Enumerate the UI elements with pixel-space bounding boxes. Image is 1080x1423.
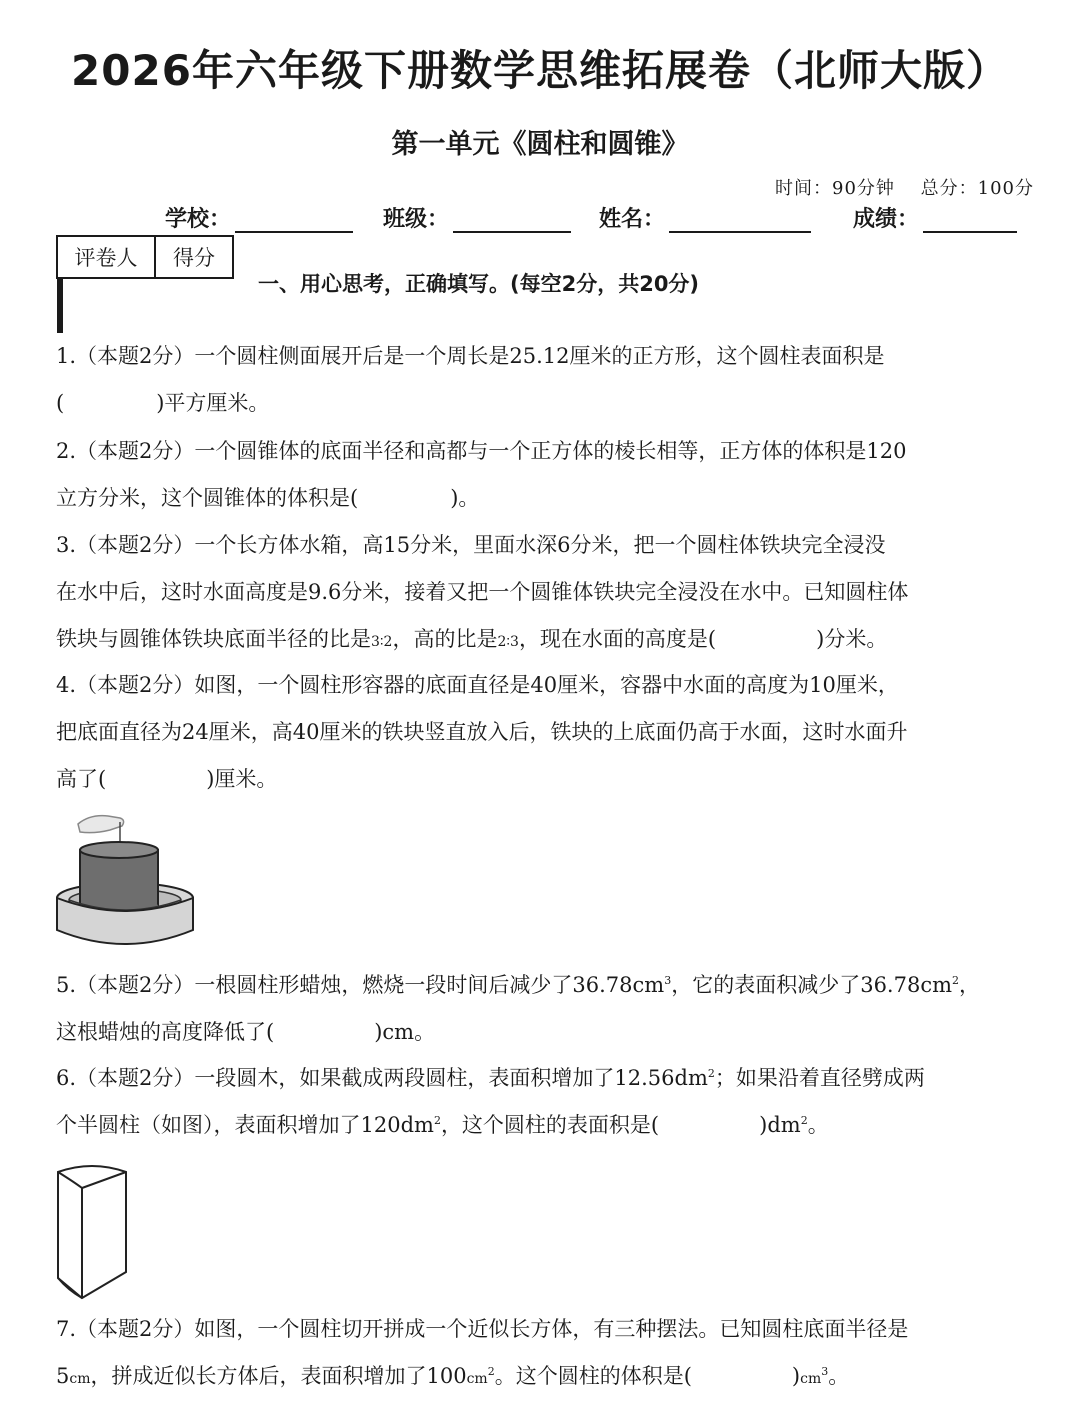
q2-end: )。 [450,486,480,510]
q6-sup-2: 2 [433,1114,441,1127]
q6-text-c: 个半圆柱（如图），表面积增加了120dm [56,1113,434,1137]
q5-line1 [56,962,1041,1009]
name-label: 姓名： [599,207,666,232]
q5-text-b: ，它的表面积减少了36.78cm [671,973,952,997]
q7-unit-cm3: cm [800,1371,822,1387]
q1-line1: 1.（本题2分）一个圆柱侧面展开后是一个周长是25.12厘米的正方形，这个圆柱表面积是 [56,344,885,368]
q7-sup-cubic: 3 [821,1365,829,1378]
school-label: 学校： [165,207,232,232]
q7-paren-close: ) [791,1364,801,1388]
q3-text-a: 铁块与圆锥体铁块底面半径的比是 [56,627,371,651]
question-6 [56,1055,1041,1149]
q1-line2 [56,380,1041,427]
q6-half-cylinder-figure [54,1160,130,1304]
school-blank[interactable] [235,207,353,233]
q5-text-a: 5.（本题2分）一根圆柱形蜡烛，燃烧一段时间后减少了36.78cm [56,973,665,997]
q7-radius-value: 5 [56,1364,70,1388]
score-label: 成绩： [853,207,920,232]
q5-text-c: ， [959,973,980,997]
score-blank[interactable] [923,207,1017,233]
score-cell[interactable] [60,280,62,332]
grader-header: 评卷人 [57,236,155,278]
unit-subtitle: 第一单元《圆柱和圆锥》 [391,129,689,160]
q6-unit: )dm [759,1113,801,1137]
q4-text: 高了( [56,767,107,791]
q6-text-d: ，这个圆柱的表面积是( [440,1113,660,1137]
q6-text-a: 6.（本题2分）一段圆木，如果截成两段圆柱，表面积增加了12.56dm [56,1066,708,1090]
q7-text-a: ，拼成近似长方体后，表面积增加了100 [90,1364,467,1388]
question-4 [56,662,1041,803]
grader-table [56,235,234,333]
q5-line2 [56,1009,1041,1056]
q4-line1: 4.（本题2分）如图，一个圆柱形容器的底面直径是40厘米，容器中水面的高度为10厘米， [56,673,899,697]
q3-text-b: ，高的比是 [392,627,498,651]
question-2 [56,428,1041,522]
q3-text-c: ，现在水面的高度是( [518,627,717,651]
q7-unit-cm2: cm [466,1371,488,1387]
class-field [383,202,571,233]
score-field [853,202,1017,233]
q7-text-b: 。这个圆柱的体积是( [494,1364,692,1388]
q5-unit: )cm。 [374,1020,436,1044]
q6-end: 。 [807,1113,829,1137]
q5-sup-square: 2 [952,974,959,987]
q3-unit: )分米。 [816,627,888,651]
q1-paren-open: ( [56,391,65,415]
q7-line2 [56,1353,1041,1403]
class-label: 班级： [383,207,450,232]
q4-container-figure [50,808,200,950]
question-3 [56,522,1041,666]
q2-line2 [56,475,1041,522]
q3-radius-ratio: 3∶2 [371,634,393,650]
q6-line1 [56,1055,1041,1102]
class-blank[interactable] [453,207,571,233]
name-blank[interactable] [669,207,811,233]
school-field [165,202,353,233]
question-5 [56,962,1041,1056]
q7-sup-square: 2 [487,1365,495,1378]
q7-line1: 7.（本题2分）如图，一个圆柱切开拼成一个近似长方体，有三种摆法。已知圆柱底面半径是 [56,1317,909,1341]
page-title: 2026年六年级下册数学思维拓展卷（北师大版） [71,46,1009,95]
q6-sup-1: 2 [707,1067,715,1080]
q5-text-d: 这根蜡烛的高度降低了( [56,1020,275,1044]
score-header: 得分 [155,236,233,278]
q4-unit: )厘米。 [206,767,278,791]
q6-text-b: ；如果沿着直径劈成两 [714,1066,925,1090]
q3-height-ratio: 2∶3 [497,634,519,650]
section-title: 一、用心思考，正确填写。(每空2分，共20分) [258,272,700,296]
question-1 [56,333,1041,427]
q7-unit-cm: cm [69,1371,91,1387]
student-info-line [165,202,1035,236]
q1-unit: )平方厘米。 [156,391,270,415]
time-score-info: 时间：90分钟 总分：100分 [775,178,1034,199]
q2-line1: 2.（本题2分）一个圆锥体的底面半径和高都与一个正方体的棱长相等，正方体的体积是120 [56,439,907,463]
name-field [599,202,811,233]
question-7 [56,1306,1041,1403]
q5-sup-cubic: 3 [664,974,672,987]
q3-line3 [56,616,1041,666]
q3-line2: 在水中后，这时水面高度是9.6分米，接着又把一个圆锥体铁块完全浸没在水中。已知圆柱体 [56,580,909,604]
q4-line3 [56,756,1041,803]
q6-sup-3: 2 [800,1114,808,1127]
q7-end: 。 [828,1364,850,1388]
q3-line1: 3.（本题2分）一个长方体水箱，高15分米，里面水深6分米，把一个圆柱体铁块完全浸没 [56,533,886,557]
q4-line2: 把底面直径为24厘米，高40厘米的铁块竖直放入后，铁块的上底面仍高于水面，这时水面升 [56,720,908,744]
q6-line2 [56,1102,1041,1149]
q2-text: 立方分米，这个圆锥体的体积是( [56,486,359,510]
